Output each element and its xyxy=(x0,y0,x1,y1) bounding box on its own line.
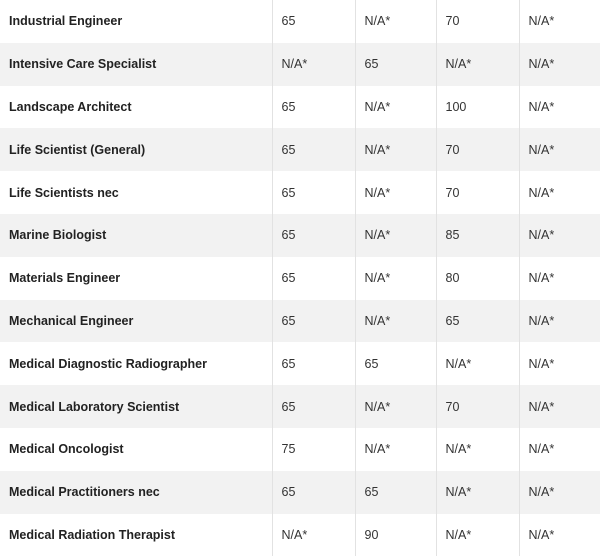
table-cell: 65 xyxy=(272,171,355,214)
table-cell: N/A* xyxy=(355,171,436,214)
table-cell: N/A* xyxy=(355,214,436,257)
table-cell: 100 xyxy=(436,86,519,129)
occupation-name: Mechanical Engineer xyxy=(0,300,272,343)
occupation-name: Medical Practitioners nec xyxy=(0,471,272,514)
table-cell: 70 xyxy=(436,171,519,214)
table-cell: N/A* xyxy=(519,257,600,300)
table-cell: N/A* xyxy=(519,0,600,43)
table-cell: 65 xyxy=(272,342,355,385)
table-row xyxy=(0,471,600,514)
table-cell: 65 xyxy=(355,471,436,514)
table-row xyxy=(0,86,600,129)
table-cell: N/A* xyxy=(519,214,600,257)
table-cell: N/A* xyxy=(519,128,600,171)
table-cell: N/A* xyxy=(519,385,600,428)
table-cell: 65 xyxy=(272,385,355,428)
table-cell: N/A* xyxy=(355,257,436,300)
table-cell: N/A* xyxy=(436,514,519,557)
table-cell: 65 xyxy=(272,0,355,43)
table-cell: N/A* xyxy=(436,471,519,514)
table-cell: N/A* xyxy=(519,300,600,343)
table-cell: 65 xyxy=(272,471,355,514)
occupation-name: Materials Engineer xyxy=(9,271,121,286)
occupation-name: Life Scientists nec xyxy=(9,185,119,200)
table-cell: 75 xyxy=(272,428,355,471)
table-cell: 65 xyxy=(272,86,355,129)
table-cell: 65 xyxy=(272,128,355,171)
table-cell: 70 xyxy=(436,0,519,43)
occupation-name: Medical Oncologist xyxy=(9,442,124,457)
table-cell: N/A* xyxy=(519,342,600,385)
table-row xyxy=(0,300,600,343)
table-cell: N/A* xyxy=(519,514,600,557)
table-cell: N/A* xyxy=(436,428,519,471)
table-row xyxy=(0,257,600,300)
table-cell: 90 xyxy=(355,514,436,557)
table-cell: 65 xyxy=(355,342,436,385)
table-row xyxy=(0,214,600,257)
table-cell: 65 xyxy=(272,300,355,343)
table-cell: N/A* xyxy=(519,86,600,129)
table-cell: 70 xyxy=(436,128,519,171)
table-row xyxy=(0,43,600,86)
table-cell: 65 xyxy=(272,257,355,300)
table-cell: N/A* xyxy=(436,43,519,86)
table-row xyxy=(0,385,600,428)
table-cell: 65 xyxy=(436,300,519,343)
occupation-name: Landscape Architect xyxy=(9,99,132,114)
table-cell: N/A* xyxy=(519,428,600,471)
table-cell: 65 xyxy=(272,214,355,257)
table-cell: 65 xyxy=(355,43,436,86)
table-cell: 85 xyxy=(436,214,519,257)
table-cell: N/A* xyxy=(519,471,600,514)
table-row xyxy=(0,514,600,557)
table-cell: N/A* xyxy=(355,128,436,171)
occupation-name: Industrial Engineer xyxy=(9,14,123,29)
occupation-name: Medical Diagnostic Radiographer xyxy=(9,356,207,371)
table-cell: 80 xyxy=(436,257,519,300)
table-cell: N/A* xyxy=(519,43,600,86)
table-cell: N/A* xyxy=(272,514,355,557)
occupation-name: Marine Biologist xyxy=(0,214,272,257)
table-cell: N/A* xyxy=(355,300,436,343)
table-cell: N/A* xyxy=(519,171,600,214)
table-row xyxy=(0,171,600,214)
table-cell: N/A* xyxy=(355,385,436,428)
table-cell: N/A* xyxy=(355,428,436,471)
table-cell: N/A* xyxy=(355,86,436,129)
table-cell: N/A* xyxy=(355,0,436,43)
occupation-name: Medical Laboratory Scientist xyxy=(0,385,272,428)
table-cell: N/A* xyxy=(272,43,355,86)
occupation-name: Intensive Care Specialist xyxy=(0,43,272,86)
table-cell: N/A* xyxy=(436,342,519,385)
table-row xyxy=(0,428,600,471)
table-row xyxy=(0,342,600,385)
table-cell: 70 xyxy=(436,385,519,428)
table-row xyxy=(0,0,600,43)
occupation-name: Medical Radiation Therapist xyxy=(9,527,176,542)
occupation-name: Life Scientist (General) xyxy=(0,128,272,171)
table-row xyxy=(0,128,600,171)
